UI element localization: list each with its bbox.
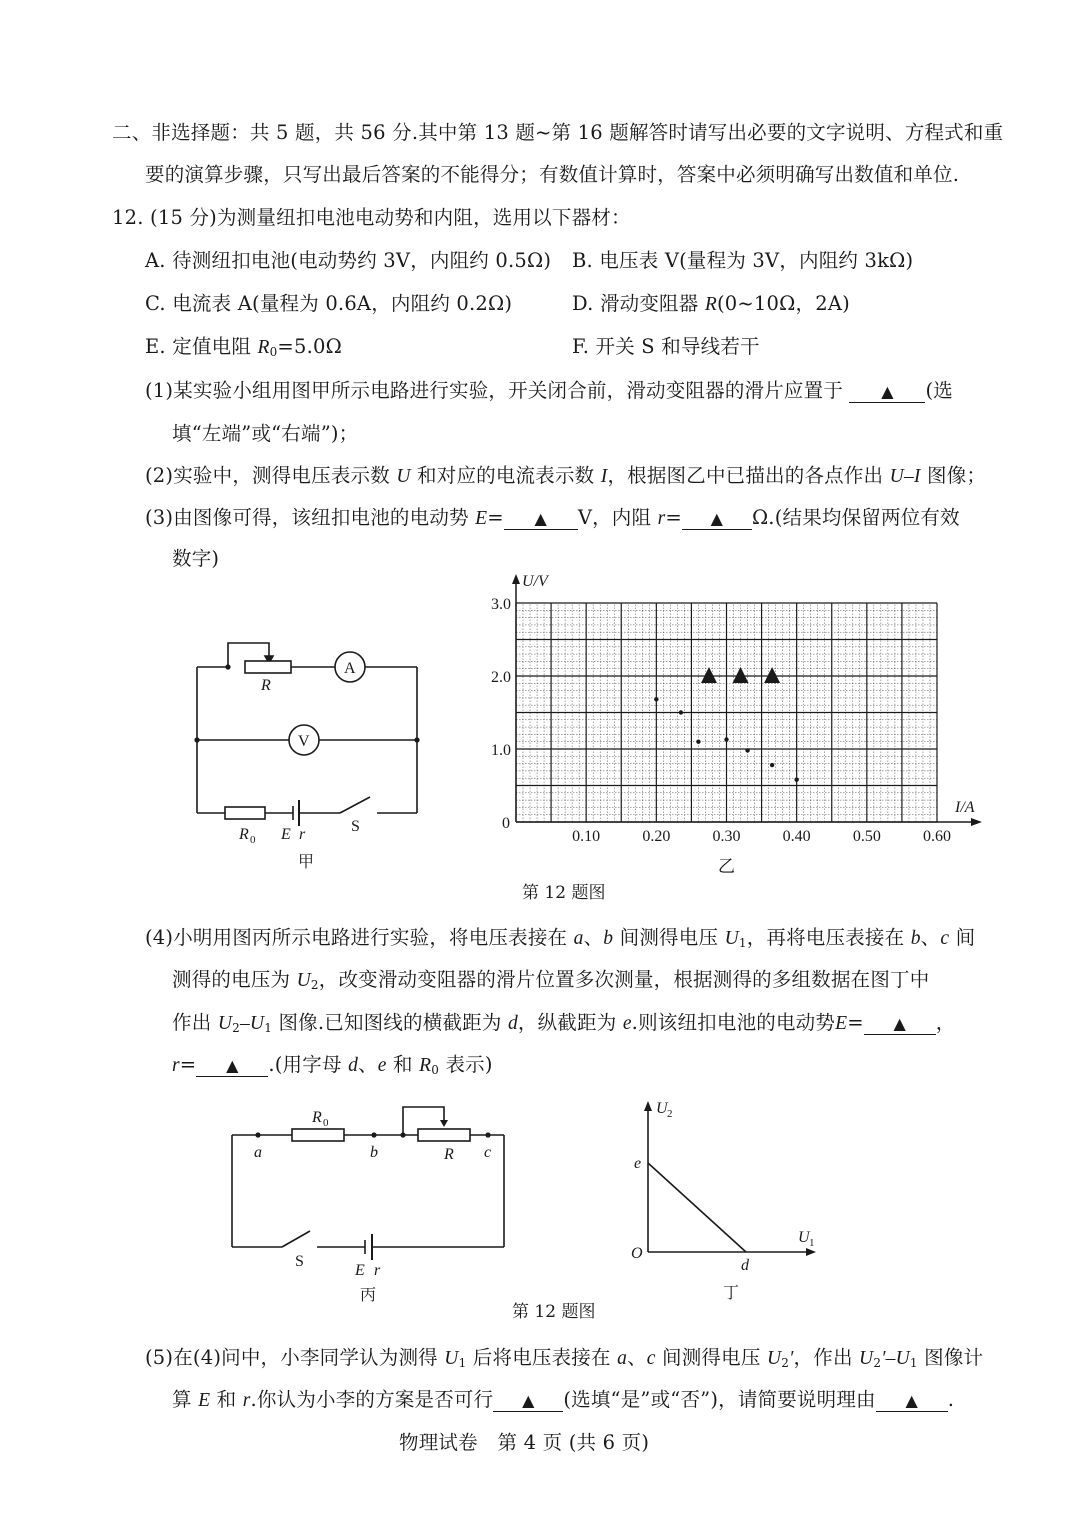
equipment-a xyxy=(145,248,551,274)
label-R0-sub: 0 xyxy=(250,834,256,846)
data-point xyxy=(724,737,728,741)
part-text: 表示) xyxy=(439,1053,493,1076)
section-header-line2: 要的演算步骤，只写出最后答案的不能得分；有数值计算时，答案中必须明确写出数值和单位. xyxy=(145,163,960,186)
part-3-line1 xyxy=(145,505,960,532)
x-axis-label: U xyxy=(798,1229,810,1246)
ui-chart-yi xyxy=(480,570,1000,870)
answer-blank-feasible[interactable] xyxy=(493,1389,563,1412)
figure-caption-ding: 丁 xyxy=(723,1285,740,1302)
y-axis-label: U xyxy=(656,1100,668,1117)
part-text: .则该纽扣电池的电动势 xyxy=(631,1011,836,1034)
part-text: 小明用图丙所示电路进行实验，将电压表接在 xyxy=(173,926,574,949)
part-label: (3) xyxy=(145,506,174,529)
equipment-text: 待测纽扣电池(电动势约 3V，内阻约 0.5Ω) xyxy=(172,249,552,272)
variable-U2: U xyxy=(217,1013,233,1034)
variable-e: e xyxy=(377,1055,387,1076)
equipment-text: (0~10Ω，2A) xyxy=(716,292,850,315)
figure-group-caption-1: 第 12 题图 xyxy=(522,883,606,903)
variable-r: r xyxy=(172,1055,180,1076)
question-score: (15 分) xyxy=(150,206,217,229)
part-4-line2: 测得的电压为 $U_2$，改变滑动变阻器的滑片位置多次测量，根据测得的多组数据在图丁中 xyxy=(172,968,930,992)
part-text: (选 xyxy=(925,379,953,402)
part-text: .你认为小李的方案是否可行 xyxy=(250,1388,494,1411)
part-label: (4) xyxy=(145,926,174,949)
circuit-diagram-bing xyxy=(222,1095,522,1310)
data-point xyxy=(745,748,749,752)
part-4-line1: (4)小明用图丙所示电路进行实验，将电压表接在 a、b 间测得电压 $U_1$，再将电压表接在 b、c 间 xyxy=(145,926,976,950)
equipment-key: B. xyxy=(572,249,593,272)
equipment-text: 电压表 V(量程为 3V，内阻约 3kΩ) xyxy=(599,249,914,272)
answer-blank-E-expr[interactable] xyxy=(864,1012,936,1035)
x-tick-label: 0.20 xyxy=(642,828,671,845)
part-text: . xyxy=(947,1388,955,1411)
part-2 xyxy=(145,463,986,490)
equipment-c xyxy=(145,291,512,317)
label-r: r xyxy=(374,1262,381,1279)
node-c-label: c xyxy=(484,1144,492,1161)
part-text: ，纵截距为 xyxy=(517,1011,623,1034)
part-text: 测得的电压为 xyxy=(172,968,297,991)
equals-sign: = xyxy=(665,506,682,529)
answer-blank-E[interactable] xyxy=(504,507,578,530)
variable-U1: U xyxy=(895,1348,910,1369)
variable-d: d xyxy=(507,1013,518,1034)
part-text: ，改变滑动变阻器的滑片位置多次测量，根据测得的多组数据在图丁中 xyxy=(318,968,930,991)
equipment-e xyxy=(145,334,342,361)
part-text: 间 xyxy=(949,926,976,949)
slider-arrow-icon xyxy=(440,1120,448,1127)
equipment-key: D. xyxy=(572,292,594,315)
label-R: R xyxy=(261,677,271,694)
variable-U1: U xyxy=(249,1013,265,1034)
label-E: E xyxy=(355,1262,365,1279)
variable-U1: U xyxy=(724,928,739,949)
variable-U2-prime: U xyxy=(859,1348,874,1369)
variable-d: d xyxy=(348,1055,359,1076)
separator: 、 xyxy=(583,926,604,949)
variable-b: b xyxy=(910,928,921,949)
blank-marker-icon: ▲ xyxy=(226,1056,239,1075)
variable-R0: R xyxy=(419,1055,432,1076)
blank-marker-icon: ▲ xyxy=(534,509,548,528)
variable-r: r xyxy=(657,508,666,529)
part-text: ，再将电压表接在 xyxy=(746,926,911,949)
part-text: .(用字母 xyxy=(268,1053,349,1076)
part-text: 在(4)问中，小李同学认为测得 xyxy=(173,1346,445,1369)
blank-marker-icon: ▲ xyxy=(905,1391,918,1410)
equipment-b xyxy=(572,248,913,274)
part-text: (选填“是”或“否”)，请简要说明理由 xyxy=(563,1388,876,1411)
part-text: Ω.(结果均保留两位有效 xyxy=(751,506,960,529)
question-number: 12. xyxy=(112,206,144,229)
part-4-line3: 作出 $U_2-U_1$ 图像.已知图线的横截距为 d，纵截距为 e.则该纽扣电池的电动势E= ▲ ， xyxy=(172,1011,956,1035)
part-text: 图像； xyxy=(920,464,987,487)
part-text: 某实验小组用图甲所示电路进行实验，开关闭合前，滑动变阻器的滑片应置于 xyxy=(173,379,844,402)
part-label: (1) xyxy=(145,379,174,402)
separator: 、 xyxy=(627,1346,647,1369)
answer-blank-r-expr[interactable] xyxy=(196,1054,268,1077)
y-tick-label: 2.0 xyxy=(491,669,511,686)
part-text: 和 xyxy=(386,1053,420,1076)
part-text: 图像计 xyxy=(917,1346,984,1369)
variable-a: a xyxy=(617,1348,628,1369)
part-text: 由图像可得，该纽扣电池的电动势 xyxy=(173,506,476,529)
page-footer: 物理试卷 第 4 页 (共 6 页) xyxy=(399,1431,650,1454)
part-5-line1: (5)在(4)问中，小李同学认为测得 $U_1$ 后将电压表接在 a、c 间测得电压 $U_2'$，作出 $U_2'-U_1$ 图像计 xyxy=(145,1346,984,1370)
answer-blank-reason[interactable] xyxy=(876,1389,948,1412)
equipment-key: F. xyxy=(572,335,590,358)
equals-sign: = xyxy=(487,506,504,529)
intercept-e-label: e xyxy=(634,1155,642,1172)
blank-marker-icon xyxy=(701,667,717,683)
x-axis-label: I/A xyxy=(955,799,975,816)
question-text: 为测量纽扣电池电动势和内阻，选用以下器材： xyxy=(216,206,631,229)
part-text: 算 xyxy=(172,1388,199,1411)
variable-R: R xyxy=(257,337,270,358)
part-text: 和对应的电流表示数 xyxy=(410,464,601,487)
node-a-label: a xyxy=(254,1144,262,1161)
y-axis-arrow-icon xyxy=(512,574,520,584)
y-tick-label: 3.0 xyxy=(491,596,511,613)
voltmeter-label: V xyxy=(298,733,310,750)
part-label: (2) xyxy=(145,464,174,487)
x-tick-label: 0.40 xyxy=(782,828,811,845)
x-tick-label: 0.50 xyxy=(852,828,881,845)
question-stem xyxy=(112,205,631,231)
subscript: 0 xyxy=(269,345,278,359)
equipment-f xyxy=(572,334,760,360)
y-tick-label: 0 xyxy=(502,815,510,832)
variable-c: c xyxy=(646,1348,656,1369)
label-R0: R xyxy=(312,1109,322,1126)
variable-R: R xyxy=(704,294,717,315)
variable-I: I xyxy=(600,466,608,487)
part-text: ， xyxy=(935,1011,956,1034)
part-text: ，根据图乙中已描出的各点作出 xyxy=(607,464,890,487)
equipment-text: 开关 S 和导线若干 xyxy=(595,335,760,358)
variable-r: r xyxy=(242,1390,251,1411)
variable-e: e xyxy=(622,1013,632,1034)
part-text: 图像.已知图线的横截距为 xyxy=(272,1011,508,1034)
x-tick-label: 0.30 xyxy=(712,828,741,845)
part-3-line2: 数字) xyxy=(172,547,220,570)
blank-marker-icon: ▲ xyxy=(881,382,894,401)
equipment-text: =5.0Ω xyxy=(277,335,342,358)
equipment-d xyxy=(572,291,850,318)
x-tick-label: 0.10 xyxy=(572,828,601,845)
label-R: R xyxy=(444,1146,454,1163)
variable-U2: U xyxy=(296,970,311,991)
variable-U1: U xyxy=(444,1348,459,1369)
figure-caption-bing: 丙 xyxy=(360,1287,377,1304)
equipment-key: E. xyxy=(145,335,166,358)
answer-blank[interactable] xyxy=(849,380,925,403)
origin-label: O xyxy=(631,1245,643,1262)
data-point xyxy=(770,763,774,767)
blank-marker-icon xyxy=(733,667,749,683)
label-r: r xyxy=(299,826,306,843)
variable-E: E xyxy=(198,1390,211,1411)
equals-sign: = xyxy=(847,1011,864,1034)
u2-u1-graph-ding xyxy=(620,1095,830,1305)
answer-blank-r[interactable] xyxy=(682,507,752,530)
separator: 、 xyxy=(920,926,941,949)
data-point xyxy=(696,740,700,744)
variable-U: U xyxy=(396,466,411,487)
y-tick-label: 1.0 xyxy=(491,742,511,759)
part-text: 间测得电压 xyxy=(613,926,725,949)
variable-b: b xyxy=(603,928,614,949)
variable-a: a xyxy=(573,928,584,949)
y-axis-label-sub: 2 xyxy=(667,1108,673,1120)
y-axis-arrow-icon xyxy=(644,1101,652,1111)
equipment-text: 定值电阻 xyxy=(172,335,258,358)
blank-marker-icon: ▲ xyxy=(710,509,724,528)
blank-marker-icon: ▲ xyxy=(893,1014,906,1033)
part-1-line1 xyxy=(145,378,953,404)
x-axis-label-sub: 1 xyxy=(809,1237,815,1249)
part-text: 和 xyxy=(210,1388,243,1411)
equals-sign: = xyxy=(179,1053,197,1076)
equipment-key: A. xyxy=(145,249,166,272)
separator: 、 xyxy=(358,1053,378,1076)
part-label: (5) xyxy=(145,1346,174,1369)
part-4-line4: r= ▲ .(用字母 d、e 和 $R_0$ 表示) xyxy=(172,1053,493,1077)
figure-caption-jia: 甲 xyxy=(298,854,315,871)
x-axis-arrow-icon xyxy=(806,1248,816,1256)
part-1-line2: 填“左端”或“右端”)； xyxy=(172,422,359,445)
section-header-line1: 二、非选择题：共 5 题，共 56 分.其中第 13 题~第 16 题解答时请写出必要的文字说明、方程式和重 xyxy=(112,121,1004,144)
part-text: V，内阻 xyxy=(577,506,658,529)
equipment-text: 电流表 A(量程为 0.6A，内阻约 0.2Ω) xyxy=(172,292,513,315)
label-R0: R xyxy=(239,826,249,843)
node-b-label: b xyxy=(370,1144,378,1161)
variable-U2-prime: U xyxy=(766,1348,782,1369)
circuit-diagram-jia xyxy=(185,630,435,880)
variable-c: c xyxy=(940,928,950,949)
ammeter-label: A xyxy=(344,660,356,677)
variable-E: E xyxy=(475,508,488,529)
intercept-d-label: d xyxy=(741,1257,749,1274)
part-text: ，作出 xyxy=(793,1346,860,1369)
label-S: S xyxy=(351,818,360,835)
label-R0-sub: 0 xyxy=(323,1117,329,1129)
part-text: 后将电压表接在 xyxy=(466,1346,618,1369)
blank-marker-icon xyxy=(764,667,780,683)
x-tick-label: 0.60 xyxy=(923,828,951,845)
equipment-key: C. xyxy=(145,292,166,315)
blank-marker-icon: ▲ xyxy=(522,1391,535,1410)
part-5-line2 xyxy=(172,1387,954,1414)
variable-E: E xyxy=(835,1013,848,1034)
data-point xyxy=(794,777,798,781)
part-text: 实验中，测得电压表示数 xyxy=(173,464,397,487)
data-point xyxy=(654,697,658,701)
part-text: 作出 xyxy=(172,1011,218,1034)
y-axis-label: U/V xyxy=(522,573,548,590)
figure-caption-yi: 乙 xyxy=(718,857,735,877)
figure-group-caption-2: 第 12 题图 xyxy=(512,1302,596,1322)
variable-U-I: U–I xyxy=(889,466,921,487)
label-S: S xyxy=(295,1253,304,1270)
part-text: 间测得电压 xyxy=(655,1346,767,1369)
data-point xyxy=(679,710,683,714)
label-E: E xyxy=(281,826,291,843)
equipment-text: 滑动变阻器 xyxy=(599,292,705,315)
x-axis-arrow-icon xyxy=(971,818,982,826)
